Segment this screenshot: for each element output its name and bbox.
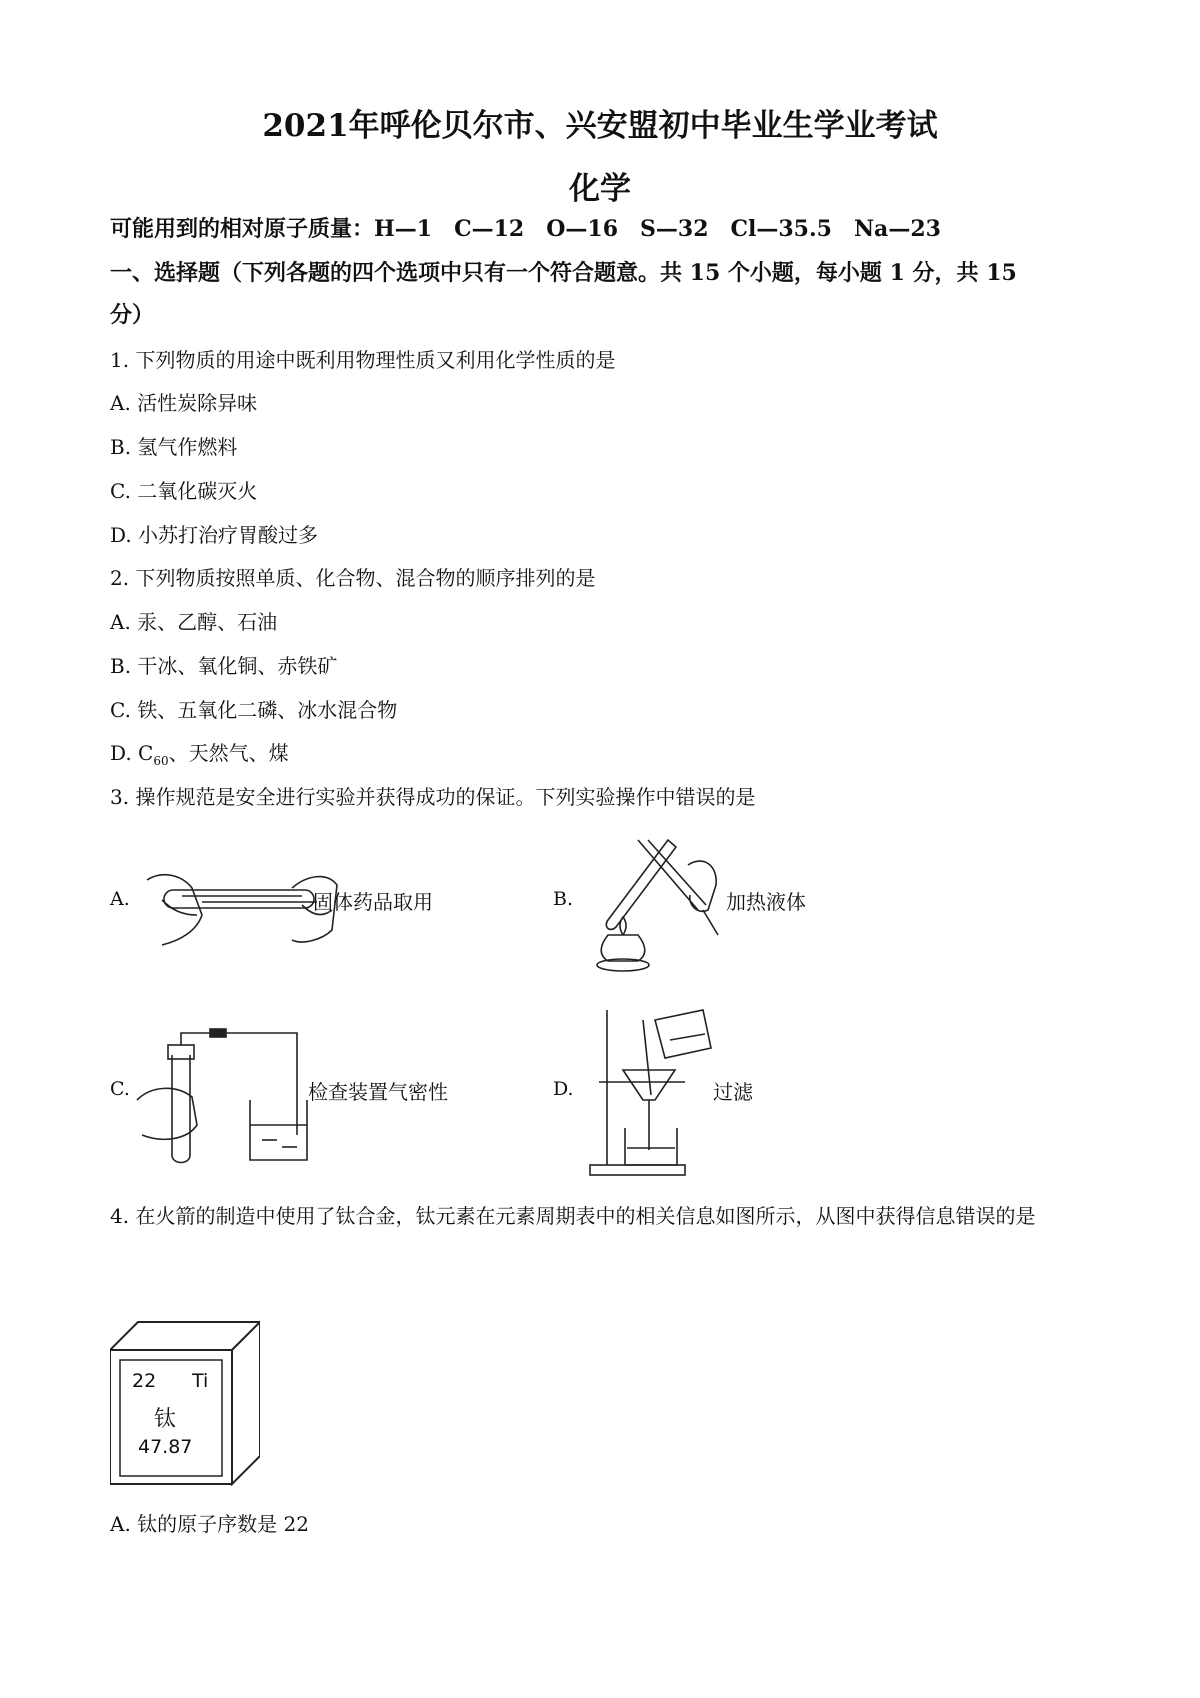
q1-option-b: B. 氢气作燃料 — [110, 435, 238, 459]
element-number: 22 — [132, 1370, 157, 1392]
q2-option-c: C. 铁、五氧化二磷、冰水混合物 — [110, 698, 398, 722]
q2-d-subscript: 60 — [153, 754, 169, 768]
q2-option-d — [110, 737, 289, 768]
section-heading-line1: 一、选择题（下列各题的四个选项中只有一个符合题意。共 15 个小题，每小题 1 分，共 15 — [110, 260, 1017, 286]
q2-option-a: A. 汞、乙醇、石油 — [110, 610, 278, 634]
q3-a-label: A. — [110, 888, 130, 910]
q3-b-label: B. — [553, 888, 574, 910]
q2-d-prefix: D. C — [110, 741, 154, 765]
q2-option-b: B. 干冰、氧化铜、赤铁矿 — [110, 654, 338, 678]
q3-stem: 3. 操作规范是安全进行实验并获得成功的保证。下列实验操作中错误的是 — [110, 785, 756, 809]
q3-d-caption: 过滤 — [713, 1080, 753, 1104]
element-symbol: Ti — [192, 1370, 209, 1392]
q3-d-label: D. — [553, 1078, 574, 1100]
q4-stem: 4. 在火箭的制造中使用了钛合金，钛元素在元素周期表中的相关信息如图所示，从图中获得信息错误的是 — [110, 1204, 1036, 1228]
q3-c-label: C. — [110, 1078, 130, 1100]
q3-b-caption: 加热液体 — [726, 890, 806, 914]
atomic-mass-line: 可能用到的相对原子质量：H—1 C—12 O—16 S—32 Cl—35.5 Na—23 — [110, 216, 941, 242]
exam-title: 2021年呼伦贝尔市、兴安盟初中毕业生学业考试 — [262, 108, 938, 144]
q4-option-a: A. 钛的原子序数是 22 — [110, 1512, 309, 1536]
section-heading-line2: 分） — [110, 302, 155, 328]
q2-stem: 2. 下列物质按照单质、化合物、混合物的顺序排列的是 — [110, 566, 596, 590]
element-mass: 47.87 — [138, 1436, 193, 1458]
figure-heating-liquid — [578, 835, 728, 975]
q1-option-a: A. 活性炭除异味 — [110, 391, 258, 415]
figure-airtightness-check — [132, 1025, 312, 1165]
q1-option-c: C. 二氧化碳灭火 — [110, 479, 258, 503]
q3-a-caption: 固体药品取用 — [313, 890, 433, 914]
q3-c-caption: 检查装置气密性 — [308, 1080, 448, 1104]
subject-title: 化学 — [569, 171, 631, 207]
figure-filtration — [585, 1000, 725, 1180]
q1-stem: 1. 下列物质的用途中既利用物理性质又利用化学性质的是 — [110, 348, 616, 372]
q2-d-rest: 、天然气、煤 — [168, 741, 289, 765]
figure-solid-reagent — [142, 860, 342, 950]
element-name: 钛 — [154, 1407, 177, 1432]
titanium-element-cell — [110, 1318, 260, 1486]
q1-option-d: D. 小苏打治疗胃酸过多 — [110, 523, 319, 547]
